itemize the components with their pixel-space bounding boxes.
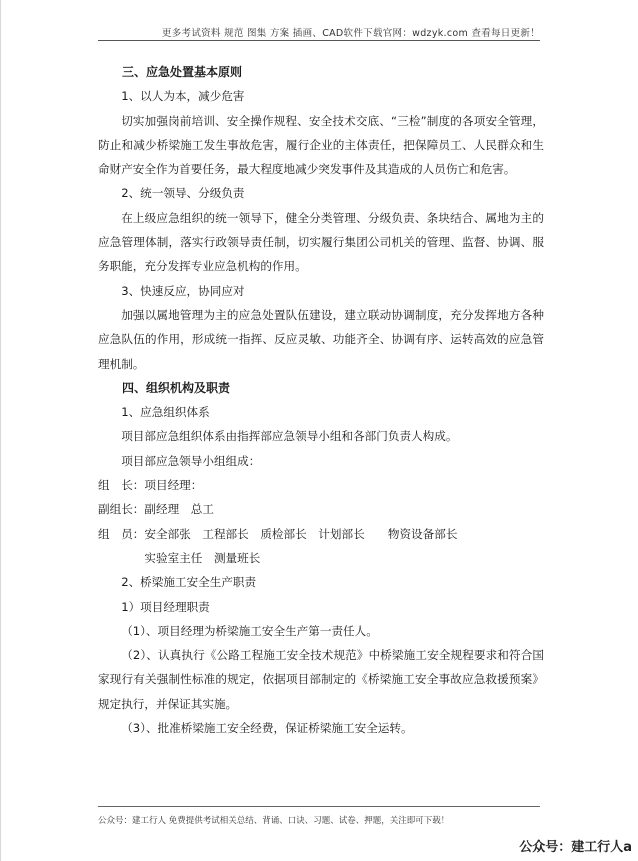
page-footer: 公众号：建工行人 免费提供考试相关总结、背诵、口诀、习题、试卷、押题，关注即可下载！ — [98, 816, 450, 826]
subheading-people-first: 1、以人为本，减少危害 — [121, 89, 245, 104]
paragraph-emergency-system: 项目部应急组织体系由指挥部应急领导小组和各部门负责人构成。 — [121, 429, 458, 444]
subheading-emergency-system: 1、应急组织体系 — [121, 405, 210, 420]
subheading-pm-duties: 1）项目经理职责 — [121, 599, 210, 614]
section-heading-3: 三、应急处置基本原则 — [122, 65, 243, 79]
section-heading-4: 四、组织机构及职责 — [122, 380, 231, 395]
roster-deputy: 副组长：副经理 总工 — [98, 502, 214, 517]
paragraph-people-first: 切实加强岗前培训、安全操作规程、安全技术交底、“三检”制度的各项安全管理，防止和减少桥梁施工发生事故危害，履行企业的主体责任，把保障员工、人民群众和生命财产安全作为首要任务，最大程度地减少突发事件及其造成的人员伤亡和危害。 — [98, 113, 544, 177]
page-edge — [0, 0, 1, 861]
paragraph-unified-leadership: 在上级应急组织的统一领导下，健全分类管理、分级负责、条块结合、属地为主的应急管理体制，落实行政领导责任制，切实履行集团公司机关的管理、监督、协调、服务职能，充分发挥专业应急机构的作用。 — [98, 210, 544, 274]
page-header: 更多考试资料 规范 图集 方案 插画、CAD软件下载官网：wdzyk.com 查看每日更新！ — [161, 28, 540, 39]
watermark: 公众号：建工行人a — [519, 840, 632, 855]
document-body — [98, 60, 544, 740]
subheading-rapid-response: 3、快速反应，协同应对 — [121, 283, 245, 298]
footer-rule — [98, 806, 540, 807]
subheading-unified-leadership: 2、统一领导、分级负责 — [121, 186, 245, 201]
roster-members-cont: 实验室主任 测量班长 — [98, 550, 261, 565]
roster-leader: 组 长：项目经理： — [98, 478, 203, 493]
header-rule — [98, 40, 540, 41]
duty-item-3: （3）、批准桥梁施工安全经费，保证桥梁施工安全运转。 — [121, 721, 413, 736]
roster-members: 组 员：安全部张 工程部长 质检部长 计划部长 物资设备部长 — [98, 526, 458, 541]
duty-item-2: （2）、认真执行《公路工程施工安全技术规范》中桥梁施工安全规程要求和符合国家现行有关强制性标准的规定，依据项目部制定的《桥梁施工安全事故应急救援预案》规定执行，并保证其实施。 — [98, 648, 544, 711]
paragraph-rapid-response: 加强以属地管理为主的应急处置队伍建设，建立联动协调制度，充分发挥地方各种应急队伍的作用，形成统一指挥、反应灵敏、功能齐全、协调有序、运转高效的应急管理机制。 — [98, 307, 544, 371]
paragraph-leadership-group: 项目部应急领导小组组成： — [121, 453, 261, 468]
duty-item-1: （1）、项目经理为桥梁施工安全生产第一责任人。 — [121, 623, 378, 638]
subheading-bridge-safety: 2、桥梁施工安全生产职责 — [121, 575, 257, 590]
